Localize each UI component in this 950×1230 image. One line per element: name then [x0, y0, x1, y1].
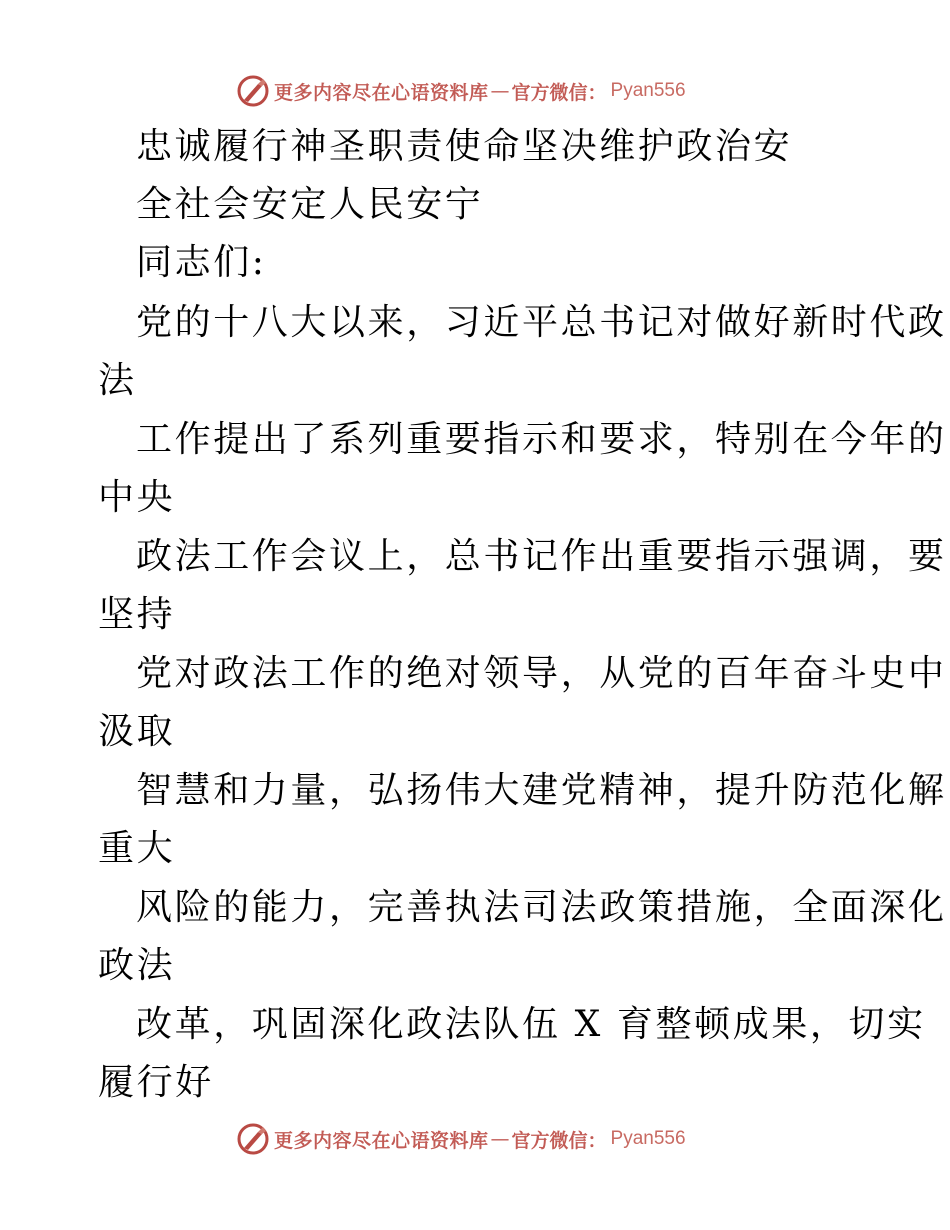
paragraph-line: 党对政法工作的绝对领导，从党的百年奋斗史中 — [136, 653, 947, 694]
banner-wechat-label: 官方微信： — [511, 81, 607, 104]
paragraph-line: 工作提出了系列重要指示和要求，特别在今年的 — [136, 419, 947, 460]
paragraph-line: 坚持 — [98, 594, 176, 635]
paragraph-line: 改革，巩固深化政法队伍 X 育整顿成果，切实 — [136, 1004, 926, 1045]
paragraph-line: 重大 — [98, 828, 176, 869]
pen-logo-icon — [236, 1122, 270, 1156]
document-title-line-2: 全社会安定人民安宁 — [136, 184, 484, 225]
banner-text: 更多内容尽在心语资料库 — [274, 81, 489, 104]
paragraph-line: 汲取 — [98, 711, 176, 752]
banner-wechat-id: Pyan556 — [610, 1128, 686, 1149]
banner-separator: — — [490, 80, 510, 102]
pen-logo-icon — [236, 74, 270, 108]
footer-banner — [236, 1121, 686, 1157]
paragraph-line: 法 — [98, 360, 137, 401]
paragraph-line: 中央 — [98, 477, 176, 518]
paragraph-line: 智慧和力量，弘扬伟大建党精神，提升防范化解 — [136, 770, 947, 811]
paragraph-line: 党的十八大以来，习近平总书记对做好新时代政 — [136, 302, 947, 343]
paragraph-line: 履行好 — [98, 1062, 214, 1103]
banner-wechat-id: Pyan556 — [610, 80, 686, 101]
banner-wechat-label: 官方微信： — [511, 1129, 607, 1152]
paragraph-line: 政法 — [98, 945, 176, 986]
banner-text: 更多内容尽在心语资料库 — [274, 1129, 489, 1152]
paragraph-line: 风险的能力，完善执法司法政策措施，全面深化 — [136, 887, 947, 928]
document-title-line-1: 忠诚履行神圣职责使命坚决维护政治安 — [136, 126, 793, 167]
salutation: 同志们: — [136, 242, 267, 283]
header-banner — [236, 73, 686, 109]
paragraph-line: 政法工作会议上，总书记作出重要指示强调，要 — [136, 536, 947, 577]
banner-separator: — — [490, 1128, 510, 1150]
